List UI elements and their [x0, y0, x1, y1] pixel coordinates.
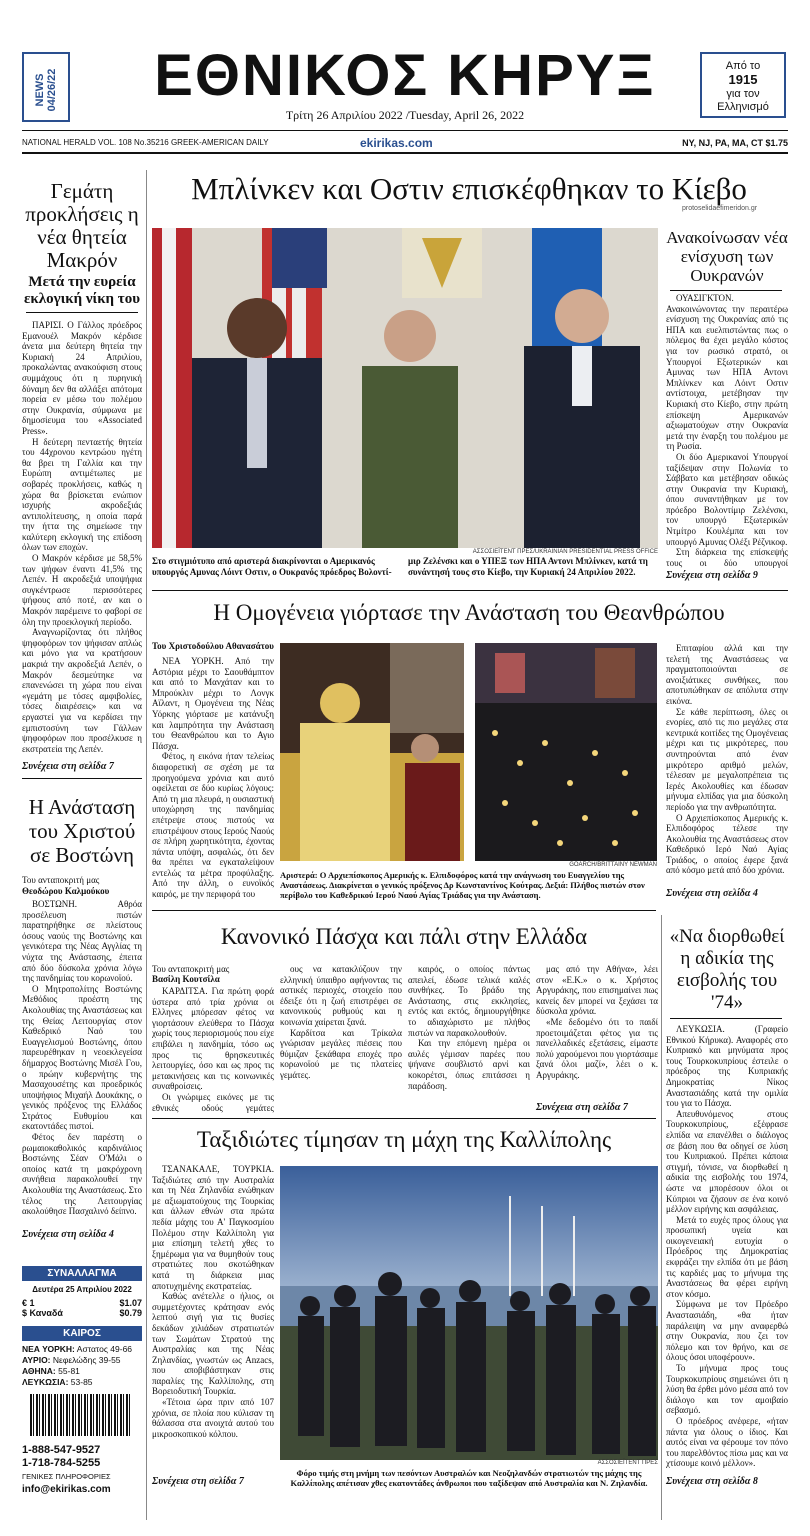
lead-side-paragraph-3: Στη διάρκεια της επίσκεψής τους οι δύο υπουργοί: [666, 547, 788, 568]
left-section-rule: [22, 778, 142, 779]
kallipoli-paragraph-1: ΤΣΑΝΑΚΑΛΕ, ΤΟΥΡΚΙΑ. Ταξιδιώτες από την Αυστραλία και τη Νέα Ζηλανδία ενώθηκαν με αξιωματούχους της Τουρκίας και άλλων εθνών στα πρώτα πεδία μάχης του Α' Παγκοσμίου Πολέμου στην Καλλίπολη για μια επίσημη τελετή χθες το ξημέρωμα για να θυμηθούν τους στρατιώτες που σκοτώθηκαν κατά τη διάρκεια μιας αποτυχημένης εκστρατείας.: [152, 1164, 274, 1291]
pasxa-paragraph-4: Καρδίτσα και Τρίκαλα γνώρισαν μεγάλες πιέσεις που θύμιζαν ξεκάθαρα εποχές προ κορωνοϊού με τις πλατείες γεμάτες.: [280, 1027, 402, 1080]
weather-city: ΑΥΡΙΟ:: [22, 1355, 51, 1365]
omogeneia-top-rule: [152, 590, 788, 591]
pasxa-col-4: [536, 964, 658, 1100]
kallipoli-photo: [280, 1166, 658, 1460]
weather-row: [22, 1344, 146, 1355]
omogeneia-photo-credit: GOARCH/BRITTAINY NEWMAN: [569, 862, 657, 868]
omogeneia-paragraph-1: ΝΕΑ ΥΟΡΚΗ. Από την Αστόρια μέχρι το Σαουθάμπτον και από το Μανχάταν και το Μπρούκλιν μέχρι το Λονγκ Αϊλαντ, η Ομογένεια της Νέας Υόρκης γιόρτασε με κατάνυξη και λαμπρότητα την Ανάσταση του Θεανθρώπου και το Αγιο Πάσχα.: [152, 656, 274, 751]
pasxa-continue[interactable]: Συνέχεια στη σελίδα 7: [536, 1102, 628, 1113]
kypros-continue[interactable]: Συνέχεια στη σελίδα 8: [666, 1476, 758, 1487]
contact-info-label: ΓΕΝΙΚΕΣ ΠΛΗΡΟΦΟΡΙΕΣ: [22, 1472, 111, 1481]
exchange-value: $1.07: [119, 1298, 142, 1308]
kallipoli-article: [152, 1164, 274, 1470]
weather-title: ΚΑΙΡΟΣ: [22, 1326, 142, 1341]
memorial-crowd-illustration: [280, 1166, 658, 1460]
weather-row: [22, 1366, 146, 1377]
exchange-title: ΣΥΝΑΛΛΑΓΜΑ: [22, 1266, 142, 1281]
since-label-2: για τον: [726, 88, 760, 100]
omogeneia-photo-left: [280, 643, 464, 861]
contact-email[interactable]: info@ekirikas.com: [22, 1484, 111, 1495]
macron-subhead: Μετά την ευρεία εκλογική νίκη του: [23, 274, 140, 307]
omogeneia-paragraph-3: Επιταφίου αλλά και την τελετή της Αναστάσεως να πραγματοποιούνται σε ανοιξιάτικες συνθήκες, που αποτυπώθηκαν σε απόλυτα στην εικόνα.: [666, 643, 788, 706]
weather-row: [22, 1377, 146, 1388]
pasxa-byline-name: Βασίλη Κουτσίλα: [152, 974, 220, 984]
pasxa-paragraph-3: ους να κατακλύζουν την ελληνική ύπαιθρο αφήνοντας τις αστικές περιοχές, στοιχείο που έδειξε ότι η ζωή επιστρέφει σε κανονικούς ρυθμούς και η κοινωνία χαίρεται ξανά.: [280, 964, 402, 1027]
macron-rule: [26, 312, 138, 313]
left-column-divider: [146, 170, 147, 1520]
pasxa-paragraph-2: Οι γνώριμες εικόνες με τις εθνικές οδούς γεμάτες: [152, 1091, 274, 1113]
lead-side-rule: [670, 290, 782, 291]
kypros-article: [666, 1024, 788, 1472]
boston-paragraph-1: ΒΟΣΤΩΝΗ. Αθρόα προσέλευση πιστών παρατηρήθηκε σε πλείστους όσους ναούς της Βοστώνης και γενικότερα της Νέας Αγγλίας τη νύχτα της Ανάστασης, έπειτα από δύο δύσκολα χρόνια λόγω της πανδημίας του κορωνοϊού.: [22, 899, 142, 984]
boston-headline: Η Ανάσταση του Χριστού σε Βοστώνη: [28, 795, 136, 867]
boston-continue[interactable]: Συνέχεια στη σελίδα 4: [22, 1229, 114, 1240]
omogeneia-byline: Του Χριστοδούλου Αθανασάτου: [152, 641, 274, 651]
exchange-currency: € 1: [22, 1298, 35, 1308]
weather-desc: 55-81: [58, 1366, 80, 1376]
since-label-3: Ελληνισμό: [717, 101, 769, 113]
exchange-date: Δευτέρα 25 Απριλίου 2022: [32, 1285, 132, 1294]
boston-paragraph-3: Φέτος δεν παρέστη ο ρωμαιοκαθολικός καρδινάλιος Βοστώνης Σέαν Ο'Μάλι ο οποίος κατά τη μακρόχρονη συνήθεια παρακολουθεί την Ακολουθία της Αναστάσεως. Στο τέλος της Λειτουργίας ακολούθησε Πασχαλινό δείπνο.: [22, 1132, 142, 1217]
lead-side-paragraph-2: Οι δύο Αμερικανοί Υπουργοί ταξίδεψαν στην Πολωνία το Σάββατο και μετέβησαν οδικώς στην Ουκρανία την Κυριακή, όπου συναντήθηκαν με τον πρόεδρο Βολοντίμιρ Ζελένσκι, τον υπουργό Εξωτερικών Ντμίτρο Κουλέμπα και τον υπουργό Αμυνας Ολέξι Ρέζνικοφ.: [666, 451, 788, 547]
macron-continue[interactable]: Συνέχεια στη σελίδα 7: [22, 761, 114, 772]
boston-paragraph-2: Ο Μητροπολίτης Βοστώνης Μεθόδιος προέστη της Ακολουθίας της Αναστάσεως και της Θείας Λειτουργίας στον Καθεδρικό Ναό του Ευαγγελισμού Βοστώνης, όπου παρευρέθηκαν η νεοεκλεγείσα δήμαρχος Βοστώνης Μισέλ Γου, ο πρώην κυβερνήτης της Μασαχουσέτης και προεδρικός υποψήφιος Μιχαήλ Δουκάκης, ο γενικός πρόξενος της Ελλάδος Στράτος Ευθυμίου και εκατοντάδες πιστοί.: [22, 983, 142, 1132]
lead-side-continue[interactable]: Συνέχεια στη σελίδα 9: [666, 570, 758, 581]
kallipoli-paragraph-3: «Τέτοια ώρα πριν από 107 χρόνια, σε πλοία που κύλισαν τη θάλασσα στα ανοιχτά αυτού του μικροσκοπικού κόλπου.: [152, 1397, 274, 1439]
weather-desc: 53-85: [70, 1377, 93, 1387]
lead-photo-illustration: [152, 228, 658, 548]
lead-photo-credit: ΑΣΣΟΣΙΕΪΤΕΝΤ ΠΡΕΣ/UKRAINIAN PRESIDENTIAL PRESS OFFICE: [472, 549, 658, 555]
weather-city: ΛΕΥΚΩΣΙΑ:: [22, 1377, 69, 1387]
since-box: [700, 52, 786, 118]
pasxa-top-rule: [152, 910, 656, 911]
omogeneia-headline: Η Ομογένεια γιόρτασε την Ανάσταση του Θεανθρώπου: [213, 600, 725, 625]
weather-row: [22, 1355, 146, 1366]
weather-city: ΑΘΗΝΑ:: [22, 1366, 56, 1376]
barcode: [30, 1394, 130, 1436]
exchange-value: $0.79: [119, 1308, 142, 1318]
lead-photo: [152, 228, 658, 548]
contact-block: [22, 1444, 111, 1496]
price-line: NY, NJ, PA, MA, CT $1.75: [682, 138, 788, 148]
date-line: Τρίτη 26 Απριλίου 2022 /Tuesday, April 26, 2022: [285, 108, 525, 122]
pasxa-paragraph-6: Και την επόμενη ημέρα οι αυλές γέμισαν παρέες που ψήνανε σουβλιστό αρνί και κοκορέτσι, όπως επιτάσσει η παράδοση.: [408, 1038, 530, 1091]
contact-phone-2[interactable]: 1-718-784-5255: [22, 1457, 101, 1469]
boston-byline-name: Θεοδώρου Καλμούκου: [22, 886, 110, 896]
boston-article: [22, 899, 142, 1225]
contact-phone-1[interactable]: 1-888-547-9527: [22, 1444, 101, 1456]
kallipoli-photo-credit: ΑΣΣΟΣΙΕΪΤΕΝΤ ΠΡΕΣ: [597, 1460, 658, 1466]
omogeneia-paragraph-5: Ο Αρχιεπίσκοπος Αμερικής κ. Ελπιδοφόρος τέλεσε την Ακολουθία της Αναστάσεως στον Καθεδρικό Ιερό Ναό Αγίας Τριάδος, ο οποίος έφερε ξανά από κόσμο μετά από δύο χρόνια.: [666, 812, 788, 876]
macron-paragraph-2: Η δεύτερη πενταετής θητεία του 44χρονου κεντρώου ηγέτη θα βρει τη Γαλλία και την Ευρώπη αντιμέτωπες με σοβαρές προκλήσεις, καθώς η χώρα θα βρίσκεται ενώπιον ισχυρής ακροδεξιάς αντιπολίτευσης, η οποία παρά την ήττα της σημείωσε την καλύτερη εκλογική της επίδοση όλων των εποχών.: [22, 436, 142, 553]
lead-caption-right: μιρ Ζελένσκι και ο ΥΠΕΞ των ΗΠΑ Αντονι Μπλίνκεν, κατά τη συνάντησή τους στο Κίεβο, την Κυριακή 24 Απριλίου 2022.: [408, 556, 648, 577]
pasxa-col-1: [152, 986, 274, 1114]
pasxa-headline: Κανονικό Πάσχα και πάλι στην Ελλάδα: [220, 924, 588, 949]
kypros-paragraph-5: Το μήνυμα προς τους Τουρκοκυπρίους σημειώνει ότι η λύση θα έρθει μόνο μέσα από τον διάλογο και τον αμοιβαίο σεβασμό.: [666, 1363, 788, 1416]
omogeneia-photo-right: [475, 643, 657, 861]
masthead-title: ΕΘΝΙΚΟΣ ΚΗΡΥΞ: [154, 43, 656, 108]
weather-desc: Αστατος 49-66: [76, 1344, 133, 1354]
watermark: protoselidaefimeridon.gr: [682, 205, 758, 212]
omogeneia-paragraph-4: Σε κάθε περίπτωση, όλες οι ενορίες, από τις πιο μεγάλες στα κεντρικά κοιτίδες της Ομογένειας μέχρι και τις μικρότερες, που συντηρούνται από έναν μικρότερο αριθμό μελών, τέλεσαν με μεγαλοπρέπεια τις Ιερές Ακολουθίες και έδωσαν μήνυμα ελπίδας για μια δύσκολη περίοδο για την ανθρωπότητα.: [666, 706, 788, 812]
kypros-paragraph-6: Ο πρόεδρος ανέφερε, «ήταν πάντα για όλους ο ίδιος. Και αυτός είναι να φέρουμε τον πόνο του παρελθόντος πίσω μας και να χτίσουμε κοινό μέλλον».: [666, 1415, 788, 1469]
kallipoli-headline: Ταξιδιώτες τίμησαν τη μάχη της Καλλίπολης: [196, 1127, 612, 1152]
omogeneia-article-right: [666, 643, 788, 883]
exchange-row-euro: [22, 1298, 142, 1308]
lead-headline: Μπλίνκεν και Οστιν επισκέφθηκαν το Κίεβο: [191, 171, 747, 206]
right-column-divider: [661, 915, 662, 1520]
pasxa-paragraph-8: «Με δεδομένο ότι το παιδί προετοιμάζεται φέτος για τις πανελλαδικές εξετάσεις, είμαστε πολύ χαρούμενοι που γιορτάσαμε ξανά όλοι μαζί», λέει ο κ. Αργυράκης.: [536, 1016, 658, 1080]
kallipoli-continue[interactable]: Συνέχεια στη σελίδα 7: [152, 1476, 244, 1487]
pasxa-byline-label: Του ανταποκριτή μας: [152, 964, 230, 974]
omogeneia-paragraph-2: Φέτος, η εικόνα ήταν τελείως διαφορετική σε σχέση με τα προηγούμενα χρόνια και αυτό οφείλεται σε δύο κυρίως λόγους: Από τη μια πλευρά, η ουσιαστική υποχώρηση της πανδημίας επέτρεψε στους πιστούς να επιστρέψουν στους Ιερούς Ναούς σε πλήρη χωρητικότητα, έχοντας πάντα υπόψη, ασφαλώς, ότι δεν θα πρέπει να εγκαταλείψουν εντελώς τα μέτρα προφύλαξης. Από την άλλη, ο ευνοϊκός καιρός, με την περιφορά του: [152, 751, 274, 900]
lead-side-article: [666, 293, 788, 569]
archbishop-photo-illustration: [280, 643, 464, 861]
kypros-paragraph-2: Απευθυνόμενος στους Τουρκοκυπρίους, εξέφρασε ελπίδα να επανέλθει ο διάλογος σε βάση που θα οδηγεί σε λύση του Κυπριακού. Πρέπει κάποια στιγμή, τόνισε, να διορθωθεί η αδικία της εισβολής του 1974, ώστε να μπορέσουν όλοι οι Κύπριοι να ζήσουν σε ένα κοινό μέλλον ειρήνης και ασφάλειας.: [666, 1108, 788, 1215]
kallipoli-caption: Φόρο τιμής στη μνήμη των πεσόντων Αυστραλών και Νεοζηλανδών στρατιωτών της μάχης της Καλλίπολης απέτισαν χθες εκατοντάδες άνθρωποι που ταξίδεψαν από Αυστραλία και Ν. Ζηλανδία.: [290, 1468, 648, 1488]
kypros-rule: [670, 1018, 782, 1019]
crowd-candles-illustration: [475, 643, 657, 861]
exchange-currency: $ Καναδά: [22, 1308, 63, 1318]
kypros-headline: «Να διορθωθεί η αδικία της εισβολής του '74»: [669, 926, 785, 1013]
omogeneia-article-left: [152, 656, 274, 901]
weather-city: ΝΕΑ ΥΟΡΚΗ:: [22, 1344, 75, 1354]
kypros-paragraph-3: Μετά το ευχές προς όλους για προσωπική υγεία και οικογενειακή ευτυχία ο Πρόεδρος της Δημοκρατίας εκφράζει την ελπίδα ότι με βάση τις καρδιές μας το μήνυμα της Αναστάσεως θα φέρει ειρήνη στον κόσμο.: [666, 1214, 788, 1299]
website-link[interactable]: ekirikas.com: [360, 136, 433, 150]
macron-article: [22, 320, 142, 756]
macron-headline: Γεμάτη προκλήσεις η νέα θητεία Μακρόν: [25, 179, 139, 272]
macron-paragraph-3: Ο Μακρόν κέρδισε με 58,5% των ψήφων έναντι 41,5% της Λεπέν. Η ακροδεξιά υποψήφια συγκέντρωσε περισσότερες ψήφους από ποτέ, αν και ο Μακρόν παρέμεινε το φαβορί σε όλη την προεκλογική περίοδο.: [22, 553, 142, 627]
news-date-tag: NEWS 04/26/22: [34, 68, 58, 112]
kypros-paragraph-4: Σύμφωνα με τον Πρόεδρο Αναστασιάδη, «θα ήταν παράλειψη να μην αναφερθώ στην Ουκρανία, που ζει τον πόλεμο και τον θρήνο, και σε όλους όσοι υποφέρουν».: [666, 1299, 788, 1363]
weather-rows: [22, 1344, 146, 1388]
pasxa-paragraph-5: καιρός, ο οποίος πάντως απειλεί, έδωσε τελικά καλές συνθήκες. Το βράδυ της Ανάστασης, στις εκκλησίες, εντός και εκτός, δημιουργήθηκε το αδιαχώριστο με πλήθος πιστών να παρακολουθούν.: [408, 964, 530, 1038]
pasxa-paragraph-1: ΚΑΡΔΙΤΣΑ. Για πρώτη φορά ύστερα από τρία χρόνια οι Ελληνες μπόρεσαν φέτος να γιορτάσουν ελεύθερα το Πάσχα χωρίς τους περιορισμούς που είχε επιβάλει η πανδημία, τόσο ως προς τις θρησκευτικές λειτουργίες, όσο και ως προς τις μετακινήσεις και τις κοινωνικές συναθροίσεις.: [152, 986, 274, 1092]
volume-line: NATIONAL HERALD VOL. 108 No.35216 GREEK-AMERICAN DAILY: [22, 138, 269, 147]
omogeneia-caption: Αριστερά: Ο Αρχιεπίσκοπος Αμερικής κ. Ελπιδοφόρος κατά την ανάγνωση του Ευαγγελίου της Αναστάσεως. Διακρίνεται ο γενικός πρόξενος Δρ Κωνσταντίνος Κούτρας. Δεξιά: Πλήθος πιστών στον περίβολο του Καθεδρικού Ιερού Ναού Αγίας Τριάδας για την Ανάσταση.: [280, 870, 645, 900]
omogeneia-continue[interactable]: Συνέχεια στη σελίδα 4: [666, 888, 758, 899]
pasxa-col-3: [408, 964, 530, 1114]
boston-byline-label: Του ανταποκριτή μας: [22, 875, 100, 885]
top-rule: [22, 130, 788, 131]
kallipoli-paragraph-2: Καθώς ανέτελλε ο ήλιος, οι συμμετέχοντες κράτησαν ενός λεπτού σιγή για τις θυσίες δεκάδων χιλιάδων στρατιωτών των Σωμάτων Στρατού της Αυστραλίας και της Νέας Ζηλανδίας, γνωστών ως Anzacs, που αποβιβάστηκαν στις παραλίες της Καλλίπολης, στη Βορειοδυτική Τουρκία.: [152, 1291, 274, 1397]
since-label: Από το: [725, 60, 761, 72]
kypros-paragraph-1: ΛΕΥΚΩΣΙΑ. (Γραφείο Εθνικού Κήρυκα). Αναφορές στο Κυπριακό και μηνύματα προς τους Τουρκοκυπρίους έστειλε ο πρόεδρος της Κυπριακής Δημοκρατίας Νίκος Αναστασιάδης κατά την ομιλία του για το Πάσχα.: [666, 1024, 788, 1109]
lead-side-paragraph-1: ΟΥΑΣΙΓΚΤΟΝ. Ανακοινώνοντας την περαιτέρω ενίσχυση της Ουκρανίας από τις ΗΠΑ και ευελπιστώντας πως ο πόλεμος θα έχει μεγάλο κόστος για τον ρωσικό στρατό, οι Υπουργοί Εξωτερικών και Αμυνας των ΗΠΑ Αντονι Μπλίνκεν και Λόιντ Οστιν αντίστοιχα, μετέβησαν την Κυριακή στο Κίεβο, στην πρώτη επίσκεψη Αμερικανών αξιωματούχων στην Ουκρανία μετά την έναρξη του πολέμου με τη Ρωσία.: [666, 293, 788, 452]
macron-paragraph-1: ΠΑΡΙΣΙ. Ο Γάλλος πρόεδρος Εμανουέλ Μακρόν κέρδισε άνετα μια δεύτερη θητεία την Κυριακή 24 Απριλίου, προκαλώντας ανακούφιση στους συμμάχους ότι η πυρηνική δύναμη δεν θα αλλάξει απότομα πορεία εν μέσω του πολέμου στην Ουκρανία, σύμφωνα με δημοσίευμα του «Associated Press».: [22, 320, 142, 436]
news-date-box: [22, 52, 70, 122]
lead-caption-left: Στο στιγμιότυπο από αριστερά διακρίνονται ο Αμερικανός υπουργός Αμυνας Λόιντ Οστιν, ο Ουκρανός πρόεδρος Βολοντί-: [152, 556, 392, 577]
kallipoli-top-rule: [152, 1118, 656, 1119]
lead-side-headline: Ανακοίνωσαν νέα ενίσχυση των Ουκρανών: [666, 228, 788, 285]
macron-paragraph-4: Αναγνωρίζοντας ότι πλήθος ψηφοφόρων τον ψήφισαν απλώς και μόνο για να κρατήσουν μακριά την ακροδεξιά Λεπέν, ο Μακρόν δεσμεύτηκε να επανενώσει τη χώρα που είναι «γεμάτη με τόσες αμφιβολίες, τόσες διαιρέσεις» και να εργαστεί για να κερδίσει την εμπιστοσύνη των Γάλλων ψηφοφόρων που προσέλκυσε η εκστρατεία της Λεπέν.: [22, 627, 142, 754]
since-year: 1915: [728, 72, 758, 87]
exchange-rows: [22, 1298, 142, 1318]
exchange-row-cad: [22, 1308, 142, 1318]
weather-desc: Νεφελώδης 39-55: [52, 1355, 121, 1365]
pasxa-col-2: [280, 964, 402, 1114]
masthead-bottom-rule: [22, 152, 788, 154]
pasxa-paragraph-7: μας από την Αθήνα», λέει στον «Ε.Κ.» ο κ. Χρήστος Αργυράκης, που επισημαίνει πως κανείς δεν μπορεί να ξεχάσει τα δύσκολα χρόνια.: [536, 964, 658, 1017]
